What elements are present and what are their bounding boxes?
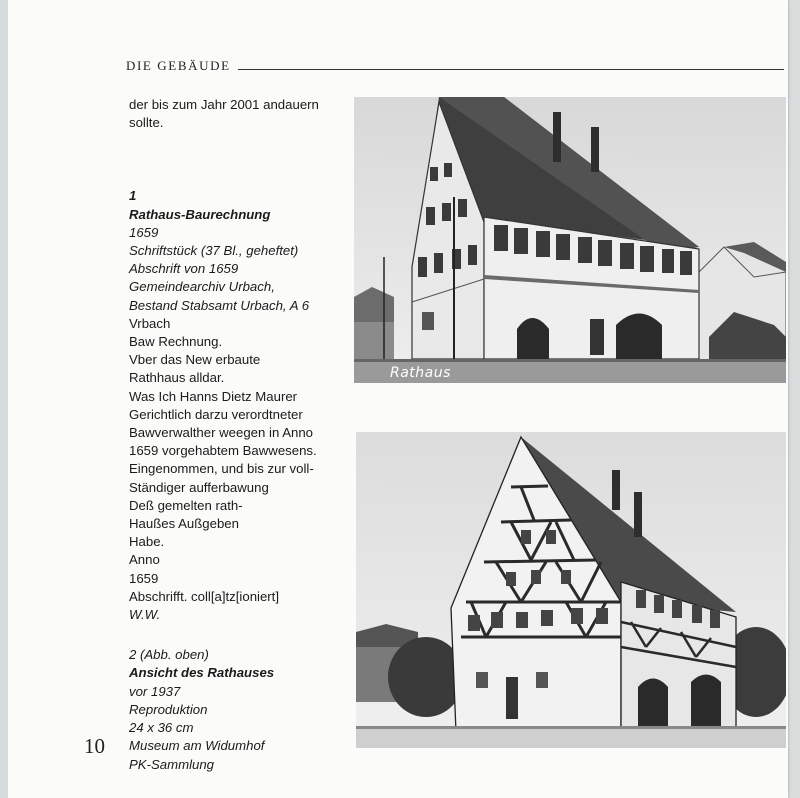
entry2-meta: PK-Sammlung <box>129 756 215 772</box>
text-column <box>129 96 354 774</box>
entry1-meta: Bestand Stabsamt Urbach, A 6 <box>129 297 310 313</box>
intro-line: sollte. <box>129 115 164 131</box>
entry1-signature: W.W. <box>129 607 161 623</box>
entry1-title: Rathaus-Baurechnung <box>129 206 271 222</box>
transcript-line: Haußes Außgeben <box>129 516 239 532</box>
transcript-line: Gerichtlich darzu verordtneter <box>129 406 303 422</box>
running-head: DIE GEBÄUDE <box>126 58 231 73</box>
entry2-title: Ansicht des Rathauses <box>129 665 275 681</box>
town-hall-photo-drawing <box>354 97 786 383</box>
entry1-meta: Gemeindearchiv Urbach, <box>129 279 275 295</box>
transcript-line: 1659 <box>129 570 159 586</box>
entry2-meta: 24 x 36 cm <box>129 720 194 736</box>
transcript-line: Bawverwalther weegen in Anno <box>129 425 314 441</box>
transcript-line: Rathhaus alldar. <box>129 370 225 386</box>
transcript-line: Abschrifft. coll[a]tz[ioniert] <box>129 588 280 604</box>
town-hall-photo-1937 <box>354 97 786 383</box>
transcript-line: 1659 vorgehabtem Bawwesens. <box>129 443 317 459</box>
transcript-line: Deß gemelten rath- <box>129 497 243 513</box>
entry2-meta: vor 1937 <box>129 683 181 699</box>
photo-caption: Rathaus <box>390 365 451 381</box>
book-page <box>8 0 788 798</box>
transcript-line: Vber das New erbaute <box>129 352 261 368</box>
entry1-meta: 1659 <box>129 224 159 240</box>
entry2-meta: Museum am Widumhof <box>129 738 265 754</box>
halftimber-photo-drawing <box>356 432 786 748</box>
page-number: 10 <box>84 734 105 758</box>
entry1-number: 1 <box>129 188 137 204</box>
town-hall-photo-halftimber <box>356 432 786 748</box>
header-rule <box>238 69 784 70</box>
transcript-line: Habe. <box>129 534 165 550</box>
transcript-line: Eingenommen, und bis zur voll- <box>129 461 314 477</box>
transcript-line: Vrbach <box>129 315 171 331</box>
entry1-meta: Schriftstück (37 Bl., geheftet) <box>129 243 299 259</box>
entry2-number: 2 (Abb. oben) <box>129 647 209 663</box>
transcript-line: Anno <box>129 552 160 568</box>
intro-line: der bis zum Jahr 2001 andauern <box>129 97 319 112</box>
transcript-line: Was Ich Hanns Dietz Maurer <box>129 388 298 404</box>
entry2-meta: Reproduktion <box>129 701 208 717</box>
transcript-line: Baw Rechnung. <box>129 334 223 350</box>
entry1-meta: Abschrift von 1659 <box>129 261 239 277</box>
transcript-line: Ständiger aufferbawung <box>129 479 269 495</box>
